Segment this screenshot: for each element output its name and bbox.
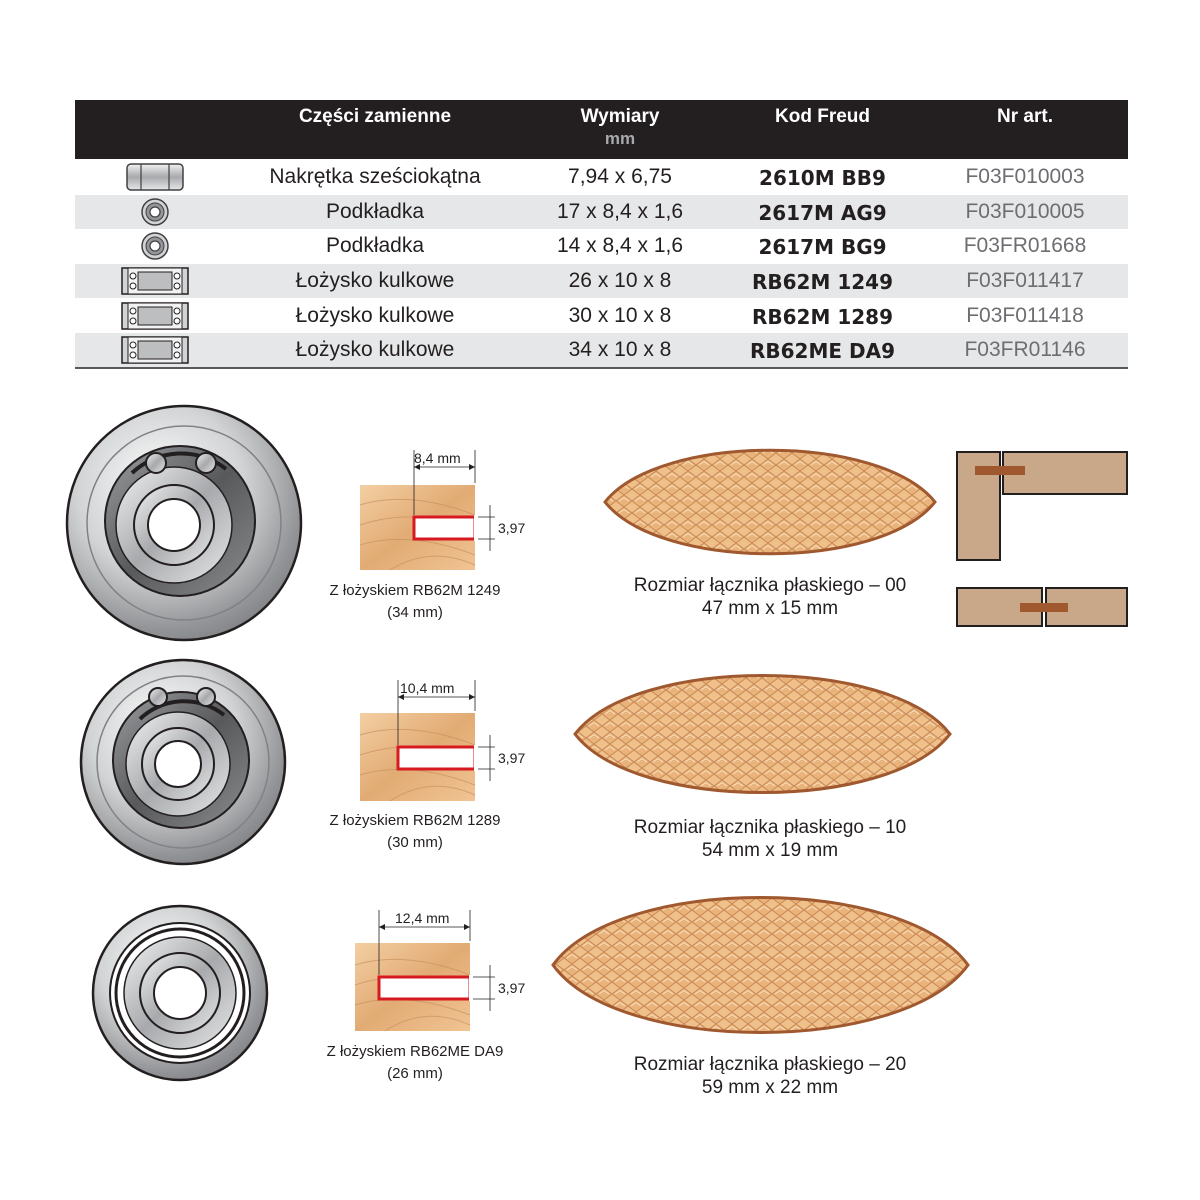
part-code: RB62M 1249: [751, 270, 893, 294]
groove-width-label: 8,4 mm: [414, 450, 461, 466]
ball-bearing-icon: [120, 266, 190, 296]
header-parts: Części zamienne: [298, 106, 452, 127]
part-code: 2610M BB9: [759, 166, 886, 190]
groove-profile-diagram: [350, 445, 540, 575]
part-dimensions: 26 x 10 x 8: [568, 269, 672, 292]
part-article: F03F010005: [965, 200, 1085, 223]
part-article: F03F011417: [966, 269, 1084, 292]
header-code: Kod Freud: [775, 106, 870, 127]
part-code: 2617M BG9: [758, 235, 887, 259]
groove-width-label: 12,4 mm: [395, 910, 450, 926]
part-dimensions: 7,94 x 6,75: [568, 165, 672, 188]
washer-icon: [125, 197, 185, 227]
part-dimensions: 17 x 8,4 x 1,6: [556, 200, 684, 223]
washer-icon: [125, 231, 185, 261]
part-name: Łożysko kulkowe: [295, 269, 455, 292]
biscuit-10-image: [570, 660, 955, 808]
part-dimensions: 30 x 10 x 8: [568, 304, 672, 327]
ball-bearing-icon: [120, 335, 190, 365]
part-article: F03FR01668: [963, 234, 1087, 257]
part-code: 2617M AG9: [758, 201, 887, 225]
header-article: Nr art.: [997, 106, 1053, 127]
bearing-caption: Z łożyskiem RB62ME DA9 (26 mm): [326, 1043, 504, 1082]
corner-joint-illustration: [955, 450, 1130, 630]
part-dimensions: 14 x 8,4 x 1,6: [556, 234, 684, 257]
bearing-cutter-image: [78, 657, 288, 867]
part-name: Podkładka: [325, 234, 425, 257]
groove-depth-label: 3,97: [498, 520, 526, 536]
bearing-caption: Z łożyskiem RB62M 1249 (34 mm): [329, 582, 501, 621]
groove-profile-diagram: [345, 905, 540, 1035]
table-row: [75, 299, 1128, 333]
part-name: Podkładka: [325, 200, 425, 223]
biscuit-caption: Rozmiar łącznika płaskiego – 20 59 mm x 22 mm: [633, 1054, 907, 1098]
bearing-caption: Z łożyskiem RB62M 1289 (30 mm): [329, 812, 501, 851]
bearing-cutter-image: [90, 903, 270, 1083]
table-row: [75, 264, 1128, 298]
part-name: Nakrętka sześciokątna: [269, 165, 481, 188]
table-row: [75, 160, 1128, 194]
header-dimensions-unit: mm: [604, 129, 636, 148]
biscuit-00-image: [600, 435, 940, 570]
part-article: F03FR01146: [964, 338, 1086, 361]
groove-profile-diagram: [350, 675, 540, 805]
part-dimensions: 34 x 10 x 8: [568, 338, 672, 361]
biscuit-20-image: [548, 880, 973, 1050]
table-header: [75, 100, 1128, 159]
part-code: RB62ME DA9: [750, 339, 895, 363]
part-name: Łożysko kulkowe: [295, 338, 455, 361]
table-row: [75, 229, 1128, 263]
groove-width-label: 10,4 mm: [400, 680, 455, 696]
header-dimensions: Wymiary mm: [580, 106, 660, 148]
table-bottom-rule: [75, 367, 1128, 369]
part-article: F03F010003: [965, 165, 1085, 188]
biscuit-caption: Rozmiar łącznika płaskiego – 00 47 mm x 15 mm: [633, 575, 907, 619]
part-name: Łożysko kulkowe: [295, 304, 455, 327]
groove-depth-label: 3,97: [498, 980, 526, 996]
part-code: RB62M 1289: [751, 305, 893, 329]
table-row: [75, 195, 1128, 229]
hex-nut-icon: [125, 162, 185, 192]
groove-depth-label: 3,97: [498, 750, 526, 766]
part-article: F03F011418: [966, 304, 1084, 327]
bearing-cutter-image: [64, 403, 304, 643]
biscuit-caption: Rozmiar łącznika płaskiego – 10 54 mm x 19 mm: [633, 817, 907, 861]
ball-bearing-icon: [120, 301, 190, 331]
table-row: [75, 333, 1128, 367]
